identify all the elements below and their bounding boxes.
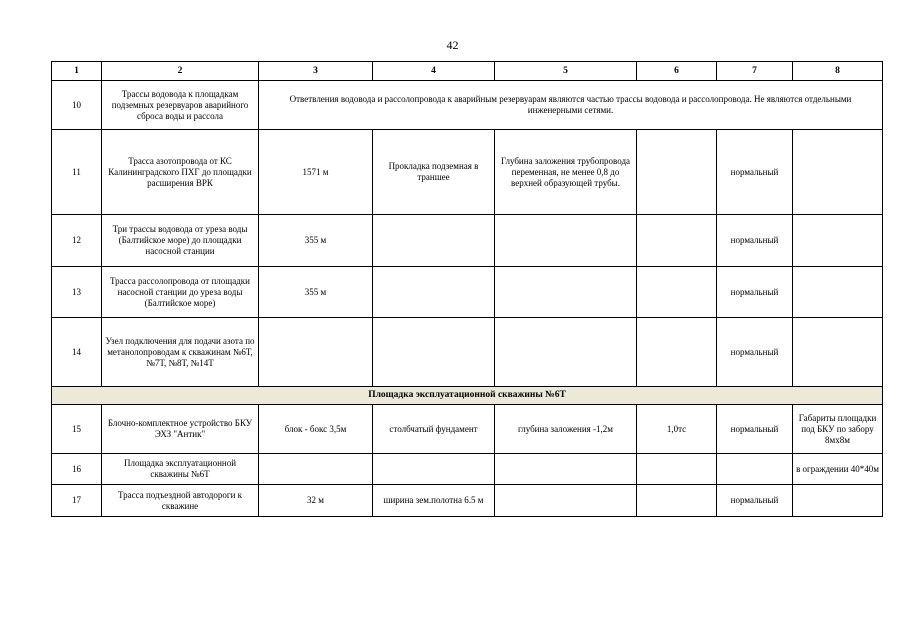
header-cell: 5 [495, 62, 637, 81]
merged-note: Ответвления водовода и рассолопровода к аварийным резервуарам являются частью трассы водовода и рассолопровода. Не являются отдельными инженерными сетями. [259, 81, 883, 130]
object-name: Трасса азотопровода от КС Калининградского ПХГ до площадки расширения ВРК [102, 130, 259, 215]
data-table [51, 61, 883, 517]
cell-note [793, 318, 883, 387]
cell-load [637, 318, 717, 387]
cell-note [793, 485, 883, 517]
object-name: Площадка эксплуатационной скважины №6Т [102, 454, 259, 485]
header-cell: 6 [637, 62, 717, 81]
object-name: Три трассы водовода от уреза воды (Балтийское море) до площадки насосной станции [102, 215, 259, 267]
cell-length [259, 454, 373, 485]
header-row [52, 62, 883, 81]
object-name: Трассы водовода к площадкам подземных резервуаров аварийного сброса воды и рассола [102, 81, 259, 130]
cell-depth: Глубина заложения трубопровода переменная, не менее 0,8 до верхней образующей трубы. [495, 130, 637, 215]
cell-note [793, 130, 883, 215]
cell-length: блок - бокс 3,5м [259, 405, 373, 454]
header-cell: 7 [717, 62, 793, 81]
header-cell: 8 [793, 62, 883, 81]
table-row [52, 267, 883, 318]
cell-note: Габариты площадки под БКУ по забору 8мх8м [793, 405, 883, 454]
cell-length: 32 м [259, 485, 373, 517]
cell-note: в ограждении 40*40м [793, 454, 883, 485]
table-row [52, 81, 883, 130]
row-number: 11 [52, 130, 102, 215]
cell-mode: нормальный [717, 130, 793, 215]
cell-load [637, 215, 717, 267]
cell-length: 355 м [259, 215, 373, 267]
cell-installation [373, 215, 495, 267]
page-number: 42 [446, 38, 459, 52]
cell-depth [495, 267, 637, 318]
cell-mode: нормальный [717, 267, 793, 318]
row-number: 17 [52, 485, 102, 517]
cell-note [793, 215, 883, 267]
cell-depth: глубина заложения -1,2м [495, 405, 637, 454]
table-row [52, 454, 883, 485]
cell-length [259, 318, 373, 387]
row-number: 13 [52, 267, 102, 318]
header-cell: 2 [102, 62, 259, 81]
cell-length: 1571 м [259, 130, 373, 215]
cell-installation [373, 318, 495, 387]
cell-installation: Прокладка подземная в траншее [373, 130, 495, 215]
cell-length: 355 м [259, 267, 373, 318]
row-number: 14 [52, 318, 102, 387]
table-row [52, 485, 883, 517]
cell-load [637, 130, 717, 215]
object-name: Узел подключения для подачи азота по метанолопроводам к скважинам №6Т, №7Т, №8Т, №14Т [102, 318, 259, 387]
cell-depth [495, 454, 637, 485]
object-name: Трасса подъездной автодороги к скважине [102, 485, 259, 517]
section-title: Площадка эксплуатационной скважины №6Т [52, 387, 883, 405]
cell-installation: ширина зем.полотна 6.5 м [373, 485, 495, 517]
cell-load [637, 485, 717, 517]
row-number: 10 [52, 81, 102, 130]
cell-mode: нормальный [717, 405, 793, 454]
header-cell: 4 [373, 62, 495, 81]
header-cell: 1 [52, 62, 102, 81]
cell-load: 1,0тс [637, 405, 717, 454]
cell-installation [373, 267, 495, 318]
table-row [52, 130, 883, 215]
cell-depth [495, 215, 637, 267]
object-name: Блочно-комплектное устройство БКУ ЭХЗ "Антик" [102, 405, 259, 454]
header-cell: 3 [259, 62, 373, 81]
cell-depth [495, 318, 637, 387]
cell-load [637, 267, 717, 318]
row-number: 12 [52, 215, 102, 267]
row-number: 15 [52, 405, 102, 454]
object-name: Трасса рассолопровода от площадки насосной станции до уреза воды (Балтийское море) [102, 267, 259, 318]
row-number: 16 [52, 454, 102, 485]
cell-load [637, 454, 717, 485]
cell-depth [495, 485, 637, 517]
table-row [52, 318, 883, 387]
cell-mode: нормальный [717, 485, 793, 517]
table-row [52, 405, 883, 454]
table-row [52, 215, 883, 267]
cell-note [793, 267, 883, 318]
cell-installation [373, 454, 495, 485]
cell-mode: нормальный [717, 215, 793, 267]
cell-mode [717, 454, 793, 485]
section-row [52, 387, 883, 405]
cell-mode: нормальный [717, 318, 793, 387]
cell-installation: столбчатый фундамент [373, 405, 495, 454]
